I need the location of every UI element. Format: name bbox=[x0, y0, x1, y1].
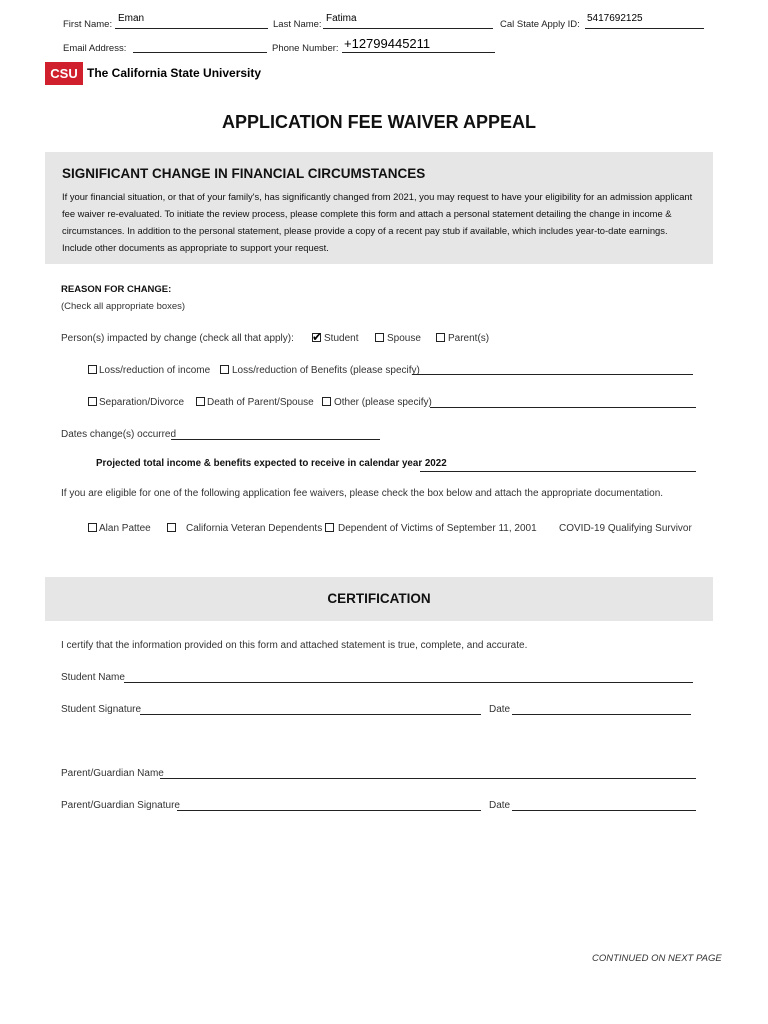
loss-benefits-checkbox[interactable] bbox=[220, 365, 229, 374]
student-date-label: Date bbox=[489, 704, 511, 715]
student-date-field[interactable] bbox=[512, 714, 691, 715]
certification-panel bbox=[45, 577, 713, 621]
projected-income-field[interactable] bbox=[420, 471, 696, 472]
sept11-label: Dependent of Victims of September 11, 2001 bbox=[338, 523, 537, 534]
loss-income-checkbox[interactable] bbox=[88, 365, 97, 374]
reason-heading: REASON FOR CHANGE: bbox=[61, 284, 172, 295]
waiver-eligibility-text: If you are eligible for one of the following application fee waivers, please check the box below and attach the appropriate documentation. bbox=[61, 488, 664, 499]
spouse-option-label: Spouse bbox=[387, 333, 421, 344]
death-checkbox[interactable] bbox=[196, 397, 205, 406]
spouse-checkbox[interactable] bbox=[375, 333, 384, 342]
csu-logo: CSU bbox=[45, 62, 83, 85]
student-signature-field[interactable] bbox=[140, 714, 481, 715]
student-name-field[interactable] bbox=[124, 682, 693, 683]
section-body: If your financial situation, or that of your family's, has significantly changed from 2021, you may request to have your eligibility for an admission applicant fee waiver re-evaluated. To initiate the review process, please complete this form and attach a personal statement detailing the change in income & circumstances. In addition to the personal statement, please provide a copy of a recent pay stub if available, which includes year-to-date earnings. Include other documents as appropriate to support your request. bbox=[62, 191, 693, 253]
student-option-label: Student bbox=[324, 333, 359, 344]
last-name-label: Last Name: bbox=[273, 19, 322, 30]
sept11-checkbox[interactable] bbox=[325, 523, 334, 532]
parents-option-label: Parent(s) bbox=[448, 333, 490, 344]
veteran-dependents-label: California Veteran Dependents bbox=[186, 523, 323, 534]
apply-id-value: 5417692125 bbox=[587, 13, 643, 24]
parent-name-field[interactable] bbox=[160, 778, 696, 779]
email-label: Email Address: bbox=[63, 43, 127, 54]
parent-signature-label: Parent/Guardian Signature bbox=[61, 800, 180, 811]
veteran-dependents-checkbox[interactable] bbox=[167, 523, 176, 532]
loss-benefits-label: Loss/reduction of Benefits (please specify) bbox=[232, 365, 420, 376]
parents-checkbox[interactable] bbox=[436, 333, 445, 342]
other-field[interactable] bbox=[430, 407, 696, 408]
certification-statement: I certify that the information provided on this form and attached statement is true, complete, and accurate. bbox=[61, 640, 528, 651]
loss-income-label: Loss/reduction of income bbox=[99, 365, 211, 376]
projected-income-label: Projected total income & benefits expected to receive in calendar year 2022 bbox=[96, 458, 447, 469]
other-checkbox[interactable] bbox=[322, 397, 331, 406]
alan-pattee-checkbox[interactable] bbox=[88, 523, 97, 532]
parent-date-label: Date bbox=[489, 800, 511, 811]
phone-value: +12799445211 bbox=[344, 36, 431, 51]
brand-name: The California State University bbox=[87, 66, 262, 80]
alan-pattee-label: Alan Pattee bbox=[99, 523, 151, 534]
apply-id-label: Cal State Apply ID: bbox=[500, 19, 580, 30]
certification-heading: CERTIFICATION bbox=[327, 591, 431, 606]
separation-checkbox[interactable] bbox=[88, 397, 97, 406]
persons-label: Person(s) impacted by change (check all that apply): bbox=[61, 333, 294, 344]
phone-field[interactable] bbox=[342, 52, 495, 53]
phone-label: Phone Number: bbox=[272, 43, 339, 54]
last-name-value: Fatima bbox=[326, 13, 357, 24]
section-heading: SIGNIFICANT CHANGE IN FINANCIAL CIRCUMSTANCES bbox=[62, 166, 426, 181]
checkmark-icon: ✔ bbox=[312, 330, 323, 344]
covid-survivor-label: COVID-19 Qualifying Survivor bbox=[559, 523, 692, 534]
first-name-value: Eman bbox=[118, 13, 145, 24]
last-name-field[interactable] bbox=[323, 28, 493, 29]
continued-note: CONTINUED ON NEXT PAGE bbox=[592, 953, 722, 964]
first-name-field[interactable] bbox=[115, 28, 268, 29]
parent-signature-field[interactable] bbox=[177, 810, 481, 811]
loss-benefits-field[interactable] bbox=[412, 374, 693, 375]
email-field[interactable] bbox=[133, 52, 267, 53]
parent-name-label: Parent/Guardian Name bbox=[61, 768, 164, 779]
parent-date-field[interactable] bbox=[512, 810, 696, 811]
reason-subheading: (Check all appropriate boxes) bbox=[61, 301, 186, 312]
first-name-label: First Name: bbox=[63, 19, 113, 30]
student-name-label: Student Name bbox=[61, 672, 125, 683]
student-signature-label: Student Signature bbox=[61, 704, 142, 715]
dates-label: Dates change(s) occurred bbox=[61, 429, 177, 440]
other-label: Other (please specify) bbox=[334, 397, 432, 408]
dates-field[interactable] bbox=[171, 439, 380, 440]
financial-circumstances-panel bbox=[45, 152, 713, 264]
page-title: APPLICATION FEE WAIVER APPEAL bbox=[221, 112, 537, 132]
apply-id-field[interactable] bbox=[585, 28, 704, 29]
death-label: Death of Parent/Spouse bbox=[207, 397, 314, 408]
separation-label: Separation/Divorce bbox=[99, 397, 185, 408]
